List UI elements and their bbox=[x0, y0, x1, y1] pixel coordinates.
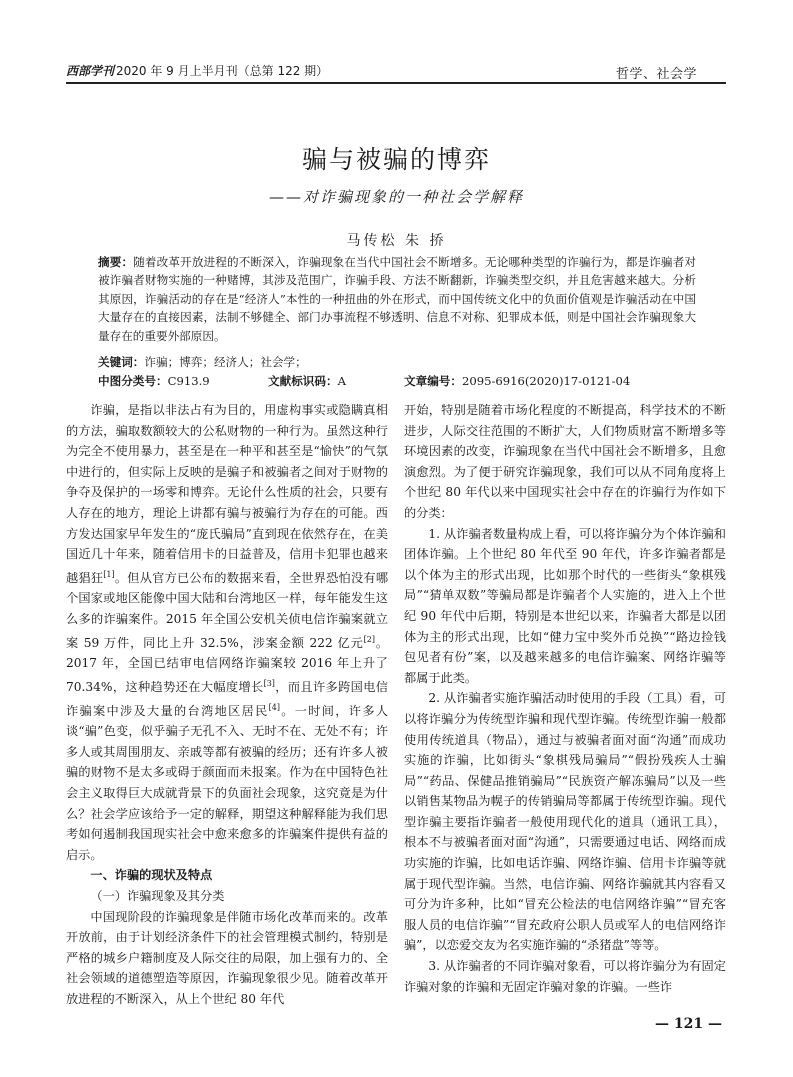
text-span: 诈骗，是指以非法占有为目的，用虚构事实或隐瞒真相的方法，骗取数额较大的公私财物的一种行为。虽然这种行为完全不使用暴力，甚至是在一种平和甚至是“愉快”的气氛中进行的，但实际上反映的是骗子和被骗者之间对于财物的争夺及保护的一场零和博弈。无论什么性质的社会，只要有人存在的地方，理论上讲都有骗与被骗行为存在的可能。西方发达国家早年发生的“庞氏骗局”直到现在依然存在，在美国近几十年来，随着信用卡的日益普及，信用卡犯罪也越来越猖狂 bbox=[66, 403, 388, 585]
paragraph bbox=[66, 400, 388, 865]
article-number-label: 文章编号： bbox=[404, 374, 462, 388]
section-heading: 一、诈骗的现状及特点 bbox=[90, 868, 213, 883]
article-number-value: 2095-6916(2020)17-0121-04 bbox=[461, 374, 631, 388]
article-number bbox=[404, 373, 630, 389]
text-span: ，而且许多跨国电信诈骗案中涉及大量的台湾地区居民 bbox=[66, 679, 388, 718]
journal-logo: 西部学刊 bbox=[66, 64, 115, 78]
clc-label: 中图分类号： bbox=[98, 374, 168, 388]
citation: [3] bbox=[263, 678, 275, 688]
doc-code-label: 文献标识码： bbox=[268, 374, 338, 388]
article-subtitle: ——对诈骗现象的一种社会学解释 bbox=[268, 188, 524, 206]
text-span: 。2017 年，全国已结审电信网络诈骗案较 2016 年上升了 70.34%，这种趋势还在大幅度增长 bbox=[66, 635, 389, 694]
doc-code bbox=[268, 373, 346, 389]
citation: [4] bbox=[268, 702, 280, 712]
keywords bbox=[98, 354, 307, 370]
issue-info: 2020 年 9 月上半月刊（总第 122 期） bbox=[116, 64, 329, 78]
header-rule bbox=[66, 82, 726, 84]
text-span: 。但从官方已公布的数据来看，全世界恐怕没有哪个国家或地区能像中国大陆和台湾地区一样，每年能发生这么多的诈骗案件。2015 年全国公安机关侦电信诈骗案就立案 59 万件，同比上升 32.5%，涉案金额 222 亿元 bbox=[66, 570, 389, 650]
article-title: 骗与被骗的博弈 bbox=[301, 145, 491, 174]
text-span: 。一时间，许多人谈“骗”色变，似乎骗子无孔不入、无时不在、无处不有；许多人或其周围朋友、亲戚等都有被骗的经历；还有许多人被骗的财物不是太多或碍于颜面而未报案。作为在中国特色社会主义取得巨大成就背景下的负面社会现象，这究竟是为什么？社会学应该给予一定的解释，期望这种解释能为我们思考如何遏制我国现实社会中愈来愈多的诈骗案件提供有益的启示。 bbox=[66, 703, 389, 862]
abstract bbox=[98, 253, 696, 345]
paragraph: 1. 从诈骗者数量构成上看，可以将诈骗分为个体诈骗和团体诈骗。上个世纪 80 年代至 90 年代，许多诈骗者都是以个体为主的形式出现，比如那个时代的一些街头“象棋残局”“猜单双数”等骗局都是诈骗者个人实施的，进入上个世纪 90 年代中后期，特别是本世纪以来，诈骗者大都是以团体为主的形式出现，比如“健力宝中奖外币兑换”“路边捡钱包见者有份”案，以及越来越多的电信诈骗案、网络诈骗等都属于此类。 bbox=[404, 526, 726, 685]
page-number: — 121 — bbox=[655, 1016, 722, 1032]
clc-value: C913.9 bbox=[167, 374, 210, 388]
paragraph: 2. 从诈骗者实施诈骗活动时使用的手段（工具）看，可以将诈骗分为传统型诈骗和现代型诈骗。传统型诈骗一般都使用传统道具（物品），通过与被骗者面对面“沟通”而成功实施的诈骗，比如街头“象棋残局骗局”“假扮残疾人士骗局”“药品、保健品推销骗局”“民族资产解冻骗局”以及一些以销售某物品为幌子的传销骗局等都属于传统型诈骗。现代型诈骗主要指诈骗者一般使用现代化的道具（通讯工具），根本不与被骗者面对面“沟通”，只需要通过电话、网络而成功实施的诈骗，比如电话诈骗、网络诈骗、信用卡诈骗等就属于现代型诈骗。当然，电信诈骗、网络诈骗就其内容看又可分为许多种，比如“冒充公检法的电信网络诈骗”“冒充客服人员的电信诈骗”“冒充政府公职人员或军人的电信网络诈骗”，以恋爱交友为名实施诈骗的“杀猪盘”等等。 bbox=[404, 691, 726, 953]
doc-code-value: A bbox=[337, 374, 346, 388]
clc-code bbox=[98, 373, 210, 389]
body-column-right bbox=[404, 400, 726, 997]
paragraph: 中国现阶段的诈骗现象是伴随市场化改革而来的。改革开放前，由于计划经济条件下的社会管理模式制约，特别是严格的城乡户籍制度及人际交往的局限，加上强有力的、全社会领域的道德塑造等原因，诈骗现象很少见。随着改革开放进程的不断深入，从上个世纪 80 年代 bbox=[66, 909, 388, 1006]
body-column-left bbox=[66, 400, 388, 1009]
journal-header bbox=[66, 62, 328, 79]
subsection-heading: （一）诈骗现象及其分类 bbox=[90, 888, 225, 903]
citation: [1] bbox=[103, 569, 115, 579]
section-label: 哲学、社会学 bbox=[616, 67, 698, 82]
paragraph: 3. 从诈骗者的不同诈骗对象看，可以将诈骗分为有固定诈骗对象的诈骗和无固定诈骗对象的诈骗。一些诈 bbox=[404, 959, 726, 994]
keywords-text: 诈骗；博弈；经济人；社会学； bbox=[144, 355, 307, 369]
abstract-text: 随着改革开放进程的不断深入，诈骗现象在当代中国社会不断增多。无论哪种类型的诈骗行为，都是诈骗者对被诈骗者财物实施的一种赌博，其涉及范围广，诈骗手段、方法不断翻新，诈骗类型交织，并且危害越来越大。分析其原因，诈骗活动的存在是“经济人”本性的一种扭曲的外在形式，而中国传统文化中的负面价值观是诈骗活动在中国大量存在的直接因素，法制不够健全、部门办事流程不够透明、信息不对称、犯罪成本低，则是中国社会诈骗现象大量存在的重要外部原因。 bbox=[98, 255, 696, 343]
keywords-label: 关键词： bbox=[98, 355, 145, 369]
paragraph: 开始，特别是随着市场化程度的不断提高，科学技术的不断进步，人际交往范围的不断扩大，人们物质财富不断增多等环境因素的改变，诈骗现象在当代中国社会不断增多，且愈演愈烈。为了便于研究诈骗现象，我们可以从不同角度将上个世纪 80 年代以来中国现实社会中存在的诈骗行为作如下的分类： bbox=[404, 403, 726, 520]
abstract-label: 摘要： bbox=[98, 255, 134, 269]
citation: [2] bbox=[363, 634, 375, 644]
authors: 马传松 朱 挢 bbox=[346, 233, 447, 249]
